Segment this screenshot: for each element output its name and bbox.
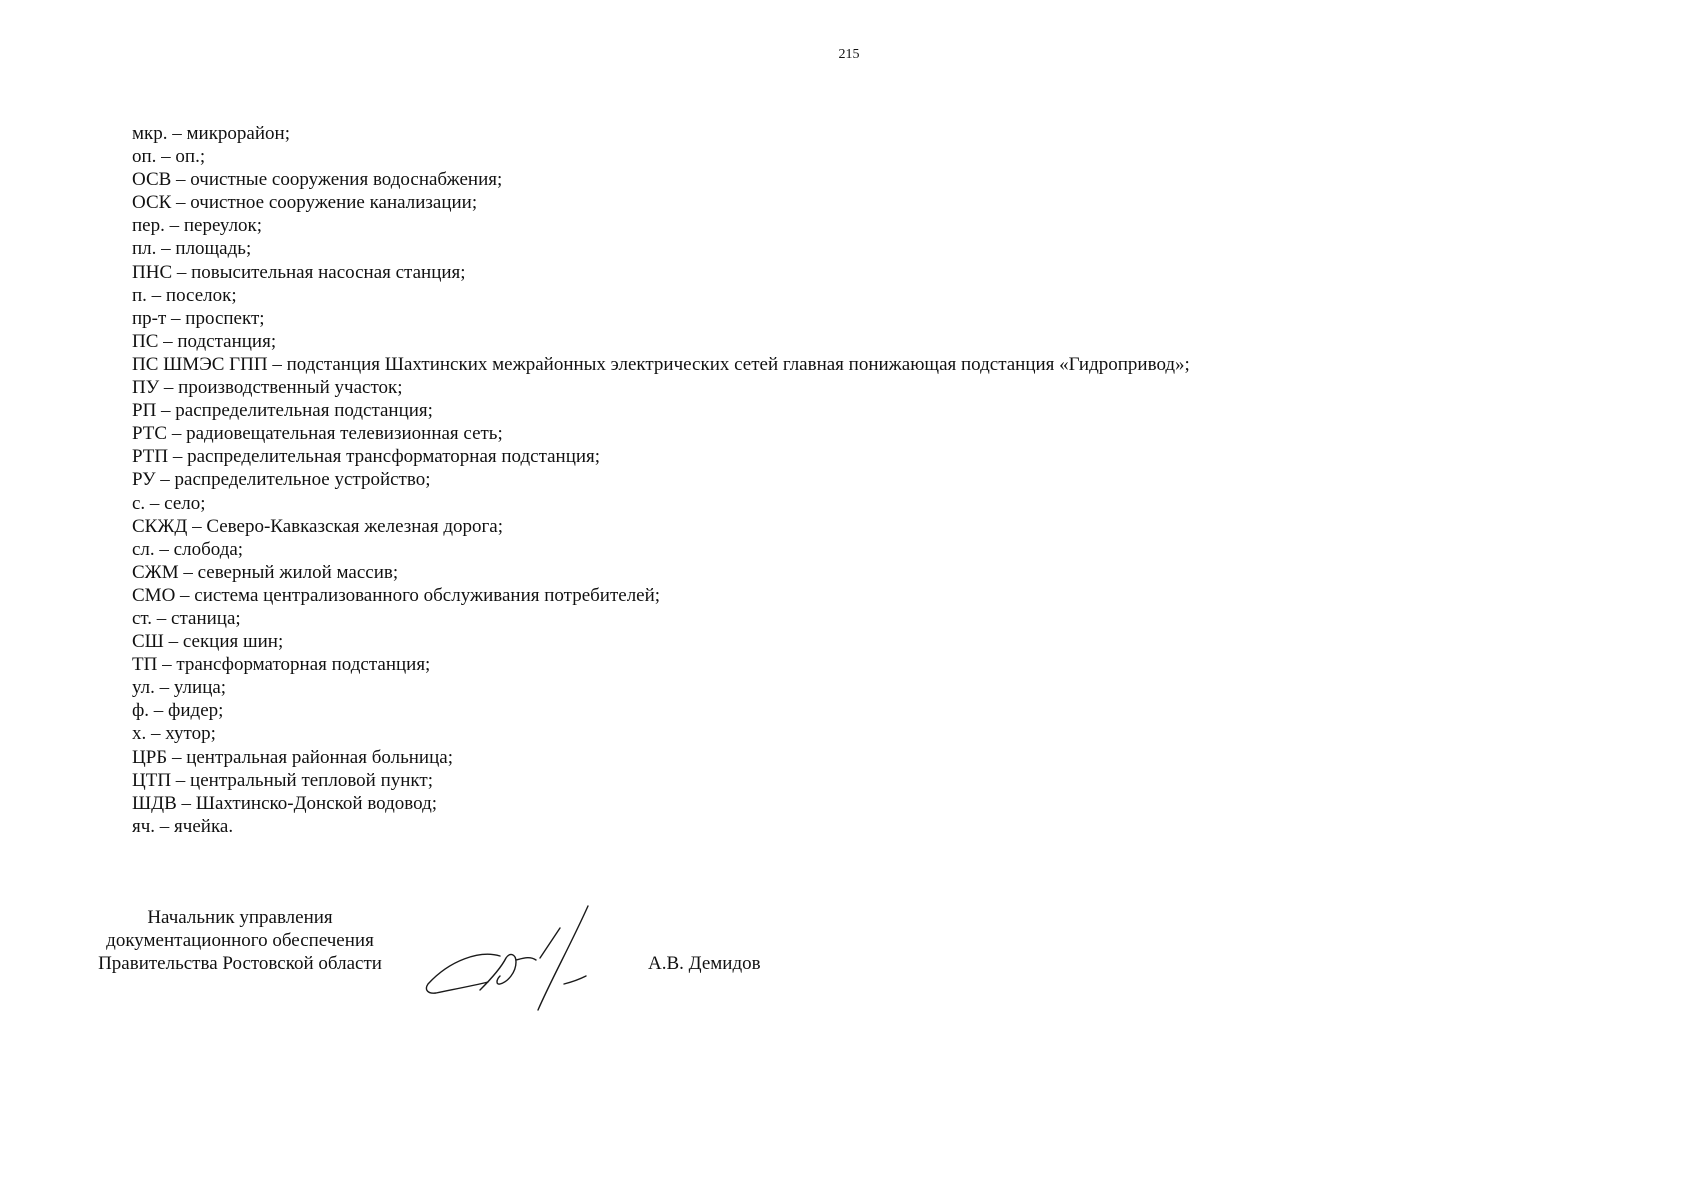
abbreviation-item: РП – распределительная подстанция; (132, 400, 433, 422)
abbreviation-item: оп. – оп.; (132, 146, 206, 168)
abbreviation-item: ул. – улица; (132, 677, 227, 699)
abbreviation-item: пл. – площадь; (132, 238, 252, 260)
abbreviation-item: ПУ – производственный участок; (132, 377, 403, 399)
abbreviation-item: пер. – переулок; (132, 215, 263, 237)
abbreviation-item: п. – поселок; (132, 284, 237, 306)
abbreviation-item: РУ – распределительное устройство; (132, 469, 431, 491)
abbreviation-item: ШДВ – Шахтинско-Донской водовод; (132, 792, 438, 814)
abbreviation-item: ТП – трансформаторная подстанция; (132, 654, 431, 676)
abbreviation-item: ПС – подстанция; (132, 330, 277, 352)
position-line: Начальник управления (147, 907, 333, 928)
abbreviation-item: ф. – фидер; (132, 700, 224, 722)
abbreviation-item: РТП – распределительная трансформаторная подстанция; (132, 446, 601, 468)
abbreviation-item: ст. – станица; (132, 607, 241, 629)
abbreviation-item: ОСК – очистное сооружение канализации; (132, 192, 478, 214)
abbreviation-item: СШ – секция шин; (132, 631, 284, 653)
abbreviation-item: РТС – радиовещательная телевизионная сеть; (132, 423, 503, 445)
abbreviation-item: пр-т – проспект; (132, 307, 265, 329)
abbreviation-list (132, 122, 1190, 838)
abbreviation-item: ЦРБ – центральная районная больница; (132, 746, 453, 768)
abbreviation-item: СМО – система централизованного обслуживания потребителей; (132, 584, 661, 606)
handwritten-signature (420, 898, 630, 1013)
abbreviation-item: ОСВ – очистные сооружения водоснабжения; (132, 169, 503, 191)
signer-name: А.В. Демидов (648, 953, 761, 974)
abbreviation-item: ЦТП – центральный тепловой пункт; (132, 769, 433, 791)
abbreviation-item: СЖМ – северный жилой массив; (132, 561, 399, 583)
abbreviation-item: с. – село; (132, 492, 206, 514)
abbreviation-item: СКЖД – Северо-Кавказская железная дорога; (132, 515, 504, 537)
abbreviation-item: ПС ШМЭС ГПП – подстанция Шахтинских межрайонных электрических сетей главная понижающая подстанция «Гидропривод»; (132, 353, 1190, 375)
position-line: документационного обеспечения (106, 930, 374, 951)
page-number: 215 (838, 47, 860, 62)
signatory-position (80, 906, 400, 975)
abbreviation-item: ПНС – повысительная насосная станция; (132, 261, 466, 283)
abbreviation-item: яч. – ячейка. (132, 815, 234, 837)
abbreviation-item: сл. – слобода; (132, 538, 244, 560)
abbreviation-item: х. – хутор; (132, 723, 216, 745)
abbreviation-item: мкр. – микрорайон; (132, 123, 290, 144)
position-line: Правительства Ростовской области (98, 953, 382, 974)
